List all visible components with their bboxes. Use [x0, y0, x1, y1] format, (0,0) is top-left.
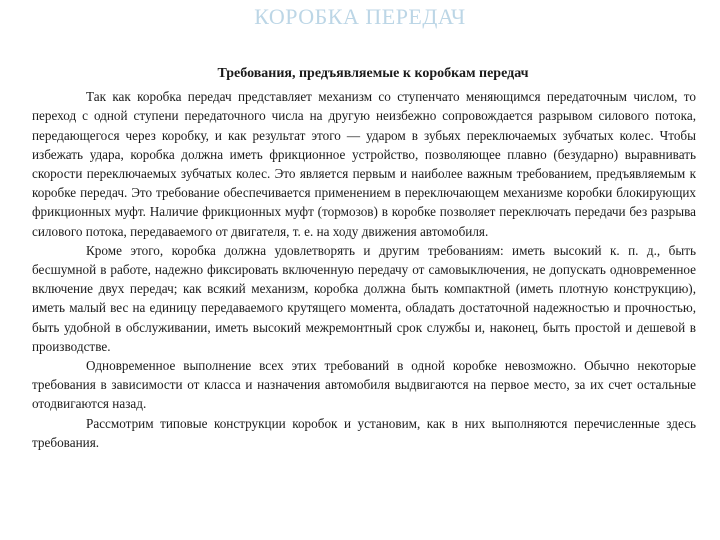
paragraph-4: Рассмотрим типовые конструкции коробок и установим, как в них выполняются перечисленные здесь требования.: [32, 415, 696, 450]
paragraph-2: Кроме этого, коробка должна удовлетворять и другим требованиям: иметь высокий к. п. д., быть бесшумной в работе, надежно фиксировать включенную передачу от самовыключения, не допускать одновременное включение двух передач; как всякий механизм, коробка должна быть компактной (иметь плотную конструкцию), иметь малый вес на единицу передаваемого крутящего момента, обладать достаточной надежностью и прочностью, быть удобной в обслуживании, иметь высокий межремонтный срок службы и, наконец, быть простой и дешевой в производстве.: [32, 242, 696, 354]
slide-title: КОРОБКА ПЕРЕДАЧ: [254, 4, 466, 29]
section-heading: Требования, предъявляемые к коробкам передач: [217, 66, 529, 81]
paragraph-3: Одновременное выполнение всех этих требований в одной коробке невозможно. Обычно некоторые требования в зависимости от класса и назначения автомобиля выдвигаются на первое место, за их счет остальные отодвигаются назад.: [32, 358, 696, 412]
document-body: [32, 64, 696, 452]
paragraph-1: Так как коробка передач представляет механизм со ступенчато меняющимся передаточным числом, то переход с одной ступени передаточного числа на другую неизбежно сопровождается разрывом силового потока, передающегося через коробку, и как результат этого — ударом в зубьях переключаемых зубчатых колес. Чтобы избежать удара, коробка должна иметь фрикционное устройство, позволяющее плавно (безударно) выравнивать скорости переключаемых зубчатых колес. Это является первым и наиболее важным требованием, предъявляемым к коробке передач. Это требование обеспечивается применением в переключающем механизме коробки блокирующих фрикционных муфт. Наличие фрикционных муфт (тормозов) в коробке позволяет переключать передачи без разрыва силового потока, передаваемого от двигателя, т. е. на ходу движения автомобиля.: [32, 89, 696, 239]
